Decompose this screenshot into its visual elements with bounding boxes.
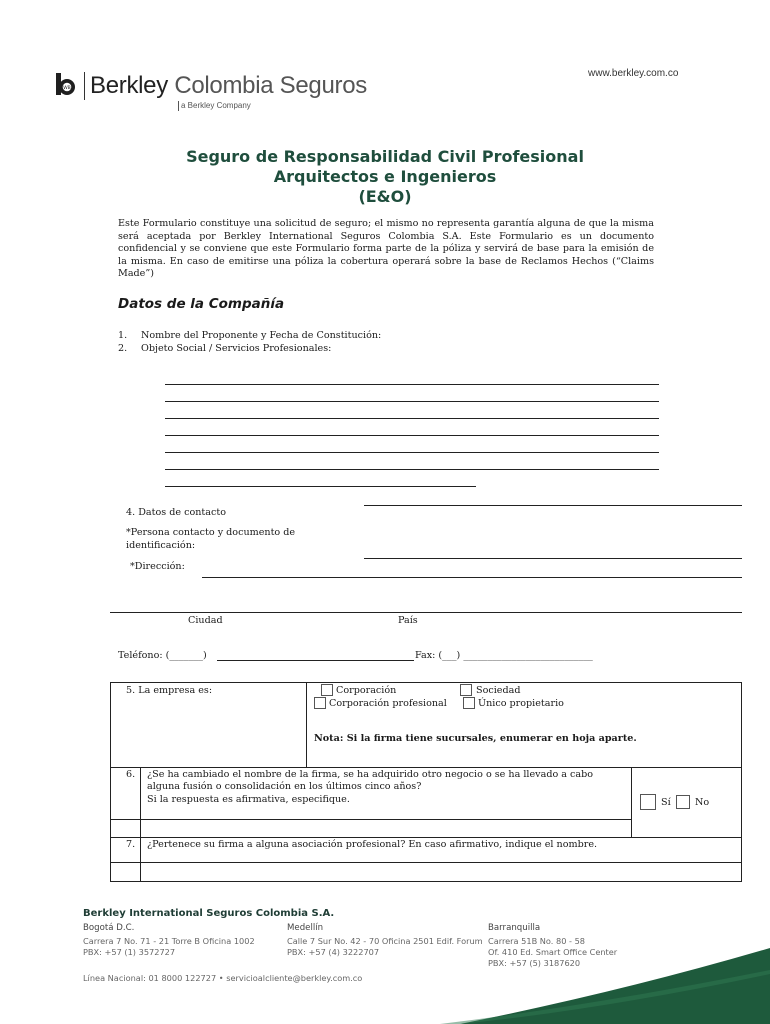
logo-divider [84,72,85,100]
q7-text: ¿Pertenece su firma a alguna asociación profesional? En caso afirmativo, indique el nombre. [147,839,598,850]
contact-heading: 4. Datos de contacto [126,507,226,518]
office-city-medellin: Medellín [287,923,324,933]
sociedad-checkbox[interactable] [460,684,472,696]
website-link[interactable]: www.berkley.com.co [588,68,679,79]
corporacion-profesional-checkbox[interactable] [314,697,326,709]
table-divider [140,767,141,882]
table-divider [306,682,307,767]
footer-company: Berkley International Seguros Colombia S.A. [83,908,335,919]
q6-text-3: Si la respuesta es afirmativa, especifique. [147,794,350,805]
answer-line[interactable] [165,486,476,487]
address-label: *Dirección: [130,561,185,572]
address-line[interactable] [202,577,742,578]
corporacion-checkbox[interactable] [321,684,333,696]
office-phone-barranquilla: PBX: +57 (5) 3187620 [488,958,581,968]
brand-subtitle: a Berkley Company [181,101,251,110]
unico-propietario-label: Único propietario [478,698,564,709]
contact-person-line[interactable] [364,558,742,559]
yes-checkbox[interactable] [640,794,656,810]
item-1-label: Nombre del Proponente y Fecha de Constitución: [141,330,382,341]
city-label: Ciudad [188,615,223,626]
national-line: Línea Nacional: 01 8000 122727 • servicioalcliente@berkley.com.co [83,973,363,983]
berkley-logo-icon [55,72,77,96]
office-phone-bogota: PBX: +57 (1) 3572727 [83,947,176,957]
answer-line[interactable] [165,435,659,436]
office-address-barranquilla: Carrera 51B No. 80 - 58 [488,936,585,946]
table-divider [631,767,632,837]
q6-number: 6. [126,769,136,780]
q6-text: ¿Se ha cambiado el nombre de la firma, se ha adquirido otro negocio o se ha llevado a cabo [147,769,594,780]
office-address-bogota: Carrera 7 No. 71 - 21 Torre B Oficina 1002 [83,936,255,946]
contact-person-label: *Persona contacto y documento de [126,527,296,538]
no-checkbox[interactable] [676,795,690,809]
corporacion-profesional-label: Corporación profesional [329,698,447,709]
no-label: No [695,797,710,808]
office-address2-barranquilla: Of. 410 Ed. Smart Office Center [488,947,618,957]
fax-label: Fax: (___) ___________________________ [415,650,593,661]
svg-text:WB: WB [63,86,71,91]
item-2-number: 2. [118,343,128,354]
table-divider [110,767,742,768]
brand-name [90,72,367,100]
brand-light: Colombia Seguros [174,72,367,99]
sociedad-label: Sociedad [476,685,521,696]
brand-bold: Berkley [90,72,168,99]
item-2-label: Objeto Social / Servicios Profesionales: [141,343,332,354]
answer-line[interactable] [165,418,659,419]
unico-propietario-checkbox[interactable] [463,697,475,709]
q6-text-2: alguna fusión o consolidación en los últimos cinco años? [147,781,422,792]
branches-note: Nota: Si la firma tiene sucursales, enumerar en hoja aparte. [314,733,637,744]
phone-line[interactable] [217,660,414,661]
form-title-line2: Arquitectos e Ingenieros [273,167,497,186]
answer-line[interactable] [165,452,659,453]
contact-person-label-2: identificación: [126,540,196,551]
city-country-line[interactable] [110,612,742,613]
corporacion-label: Corporación [336,685,397,696]
answer-line[interactable] [165,469,659,470]
country-label: País [398,615,418,626]
office-address-medellin: Calle 7 Sur No. 42 - 70 Oficina 2501 Edif. Forum [287,936,483,946]
phone-label: Teléfono: (_______) [118,650,207,661]
table-divider [110,862,742,863]
section-title: Datos de la Compañía [118,296,285,312]
sub-divider [178,101,179,111]
office-city-barranquilla: Barranquilla [488,923,541,933]
form-title-line1: Seguro de Responsabilidad Civil Profesional [186,147,584,166]
form-title-line3: (E&O) [358,187,412,206]
office-phone-medellin: PBX: +57 (4) 3222707 [287,947,380,957]
yes-label: Sí [661,797,671,808]
q5-label: 5. La empresa es: [126,685,213,696]
answer-line[interactable] [165,401,659,402]
item-1-number: 1. [118,330,128,341]
q7-number: 7. [126,839,136,850]
contact-line[interactable] [364,505,742,506]
intro-paragraph: Este Formulario constituye una solicitud de seguro; el mismo no representa garantía alguna de que la misma será aceptada por Berkley International Seguros Colombia S.A. Este Formulario es un documento confidencial y se conviene que este Formulario forma parte de la póliza y servirá de base para la emisión de la misma. En caso de emitirse una póliza la cobertura operará sobre la base de Reclamos Hechos (“Claims Made”) [118,218,654,280]
footer-green-swoosh [440,940,770,1024]
table-divider [110,837,742,838]
office-city-bogota: Bogotá D.C. [83,923,135,933]
answer-line[interactable] [165,384,659,385]
table-divider [110,819,631,820]
